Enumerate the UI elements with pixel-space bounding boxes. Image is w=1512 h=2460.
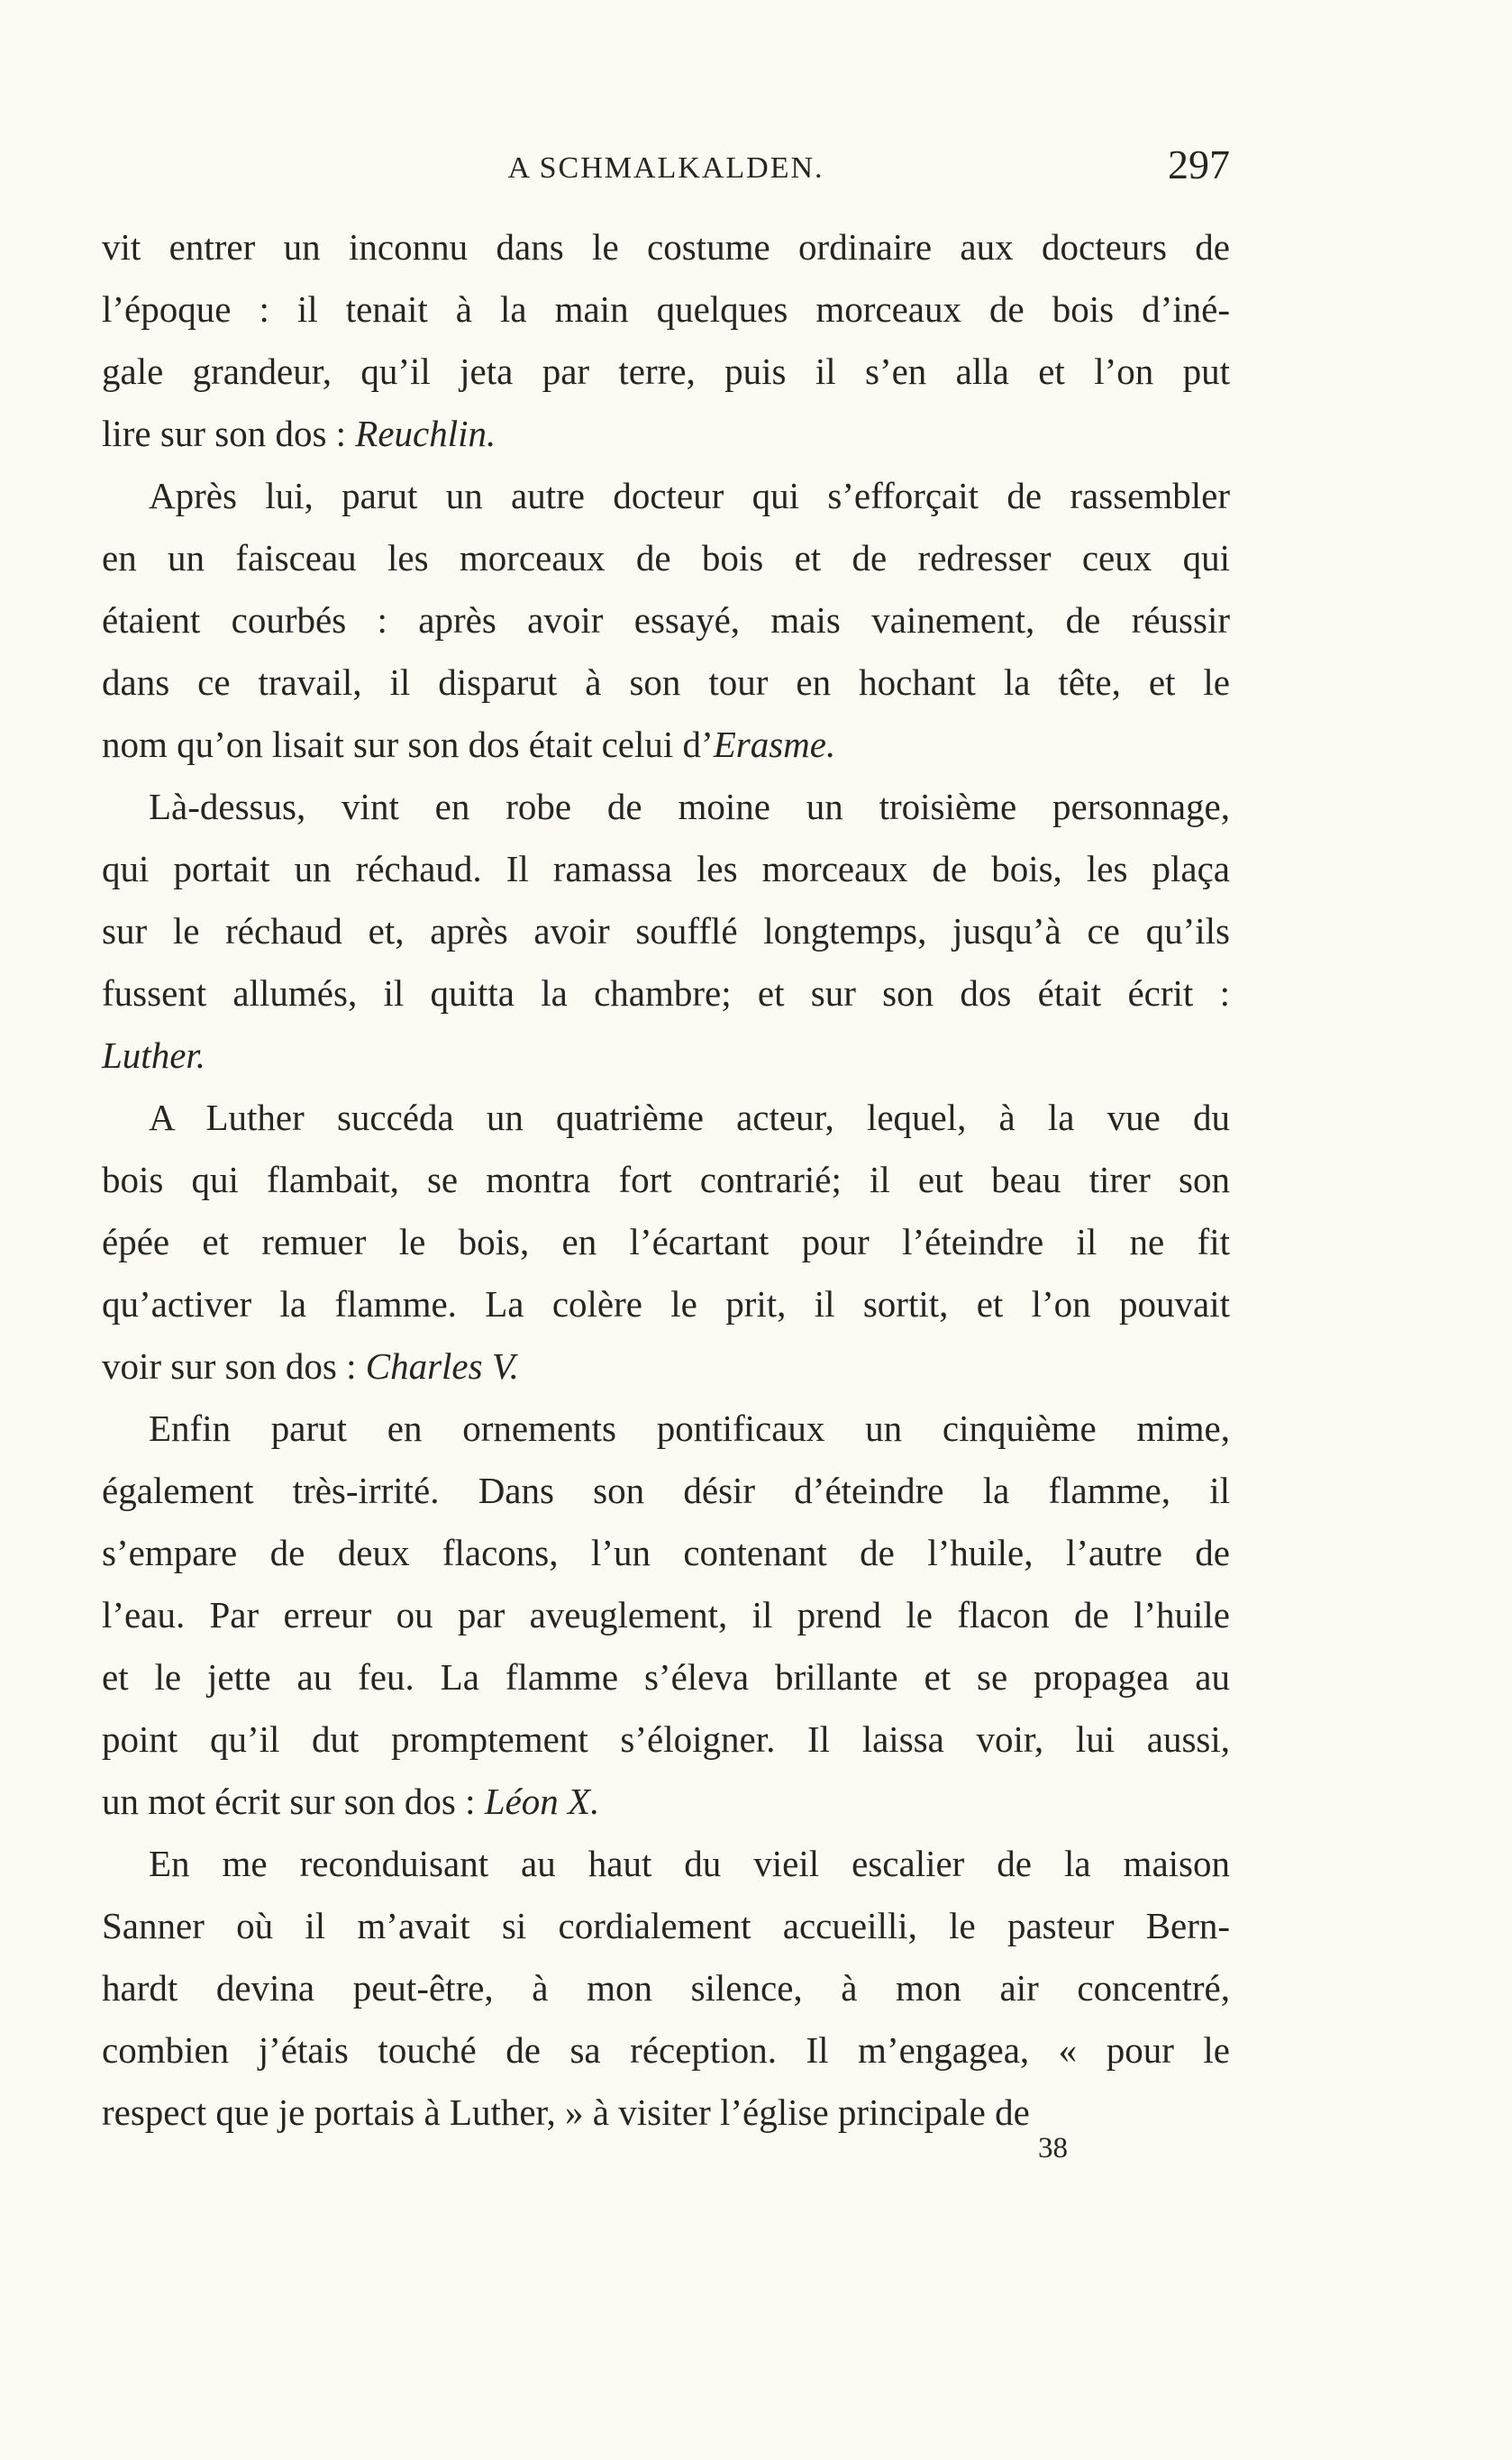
signature-mark: 38 [1038, 2132, 1068, 2164]
italic-name: Reuchlin. [355, 413, 496, 454]
text-line [102, 589, 1230, 651]
line-text: fussent allumés, il quitta la chambre; et sur son dos était écrit : [102, 972, 1230, 1014]
text-line [102, 1833, 1230, 1895]
text-line [102, 1087, 1230, 1149]
text-line [102, 2019, 1230, 2082]
text-line [102, 1584, 1230, 1646]
line-text: A Luther succéda un quatrième acteur, lequel, à la vue du [149, 1097, 1230, 1138]
line-text: qui portait un réchaud. Il ramassa les morceaux de bois, les plaça [102, 848, 1230, 889]
running-title: A SCHMALKALDEN. [507, 151, 824, 185]
text-line [102, 1957, 1230, 2019]
line-text: lire sur son dos : [102, 413, 356, 454]
line-text: s’empare de deux flacons, l’un contenant de l’huile, l’autre de [102, 1532, 1230, 1573]
text-line [102, 651, 1230, 714]
text-line [102, 1895, 1230, 1957]
text-line [102, 1025, 1230, 1087]
text-line [102, 838, 1230, 900]
line-text: Après lui, parut un autre docteur qui s’efforçait de rassembler [149, 475, 1230, 516]
text-line [102, 1335, 1230, 1398]
text-line [102, 216, 1230, 278]
line-text: Sanner où il m’avait si cordialement accueilli, le pasteur Bern- [102, 1905, 1230, 1946]
line-text: vit entrer un inconnu dans le costume ordinaire aux docteurs de [102, 226, 1230, 268]
text-line [102, 962, 1230, 1025]
text-line [102, 465, 1230, 527]
line-text: sur le réchaud et, après avoir soufflé longtemps, jusqu’à ce qu’ils [102, 910, 1230, 952]
text-line [102, 527, 1230, 589]
body-text [102, 216, 1230, 2144]
line-text: point qu’il dut promptement s’éloigner. Il laissa voir, lui aussi, [102, 1718, 1230, 1760]
line-text: gale grandeur, qu’il jeta par terre, puis il s’en alla et l’on put [102, 351, 1230, 392]
text-line [102, 900, 1230, 962]
italic-name: Léon X. [484, 1781, 600, 1822]
line-text: respect que je portais à Luther, » à visiter l’église principale de [102, 2091, 1030, 2133]
line-text: nom qu’on lisait sur son dos était celui d’ [102, 724, 714, 765]
text-line [102, 1771, 1230, 1833]
line-text: qu’activer la flamme. La colère le prit, il sortit, et l’on pouvait [102, 1283, 1230, 1325]
line-text: combien j’étais touché de sa réception. Il m’engagea, « pour le [102, 2029, 1230, 2071]
italic-name: Luther. [102, 1034, 206, 1076]
text-line [102, 403, 1230, 465]
text-line [102, 278, 1230, 341]
line-text: Enfin parut en ornements pontificaux un cinquième mime, [149, 1408, 1230, 1449]
text-line [102, 1460, 1230, 1522]
text-line [102, 776, 1230, 838]
line-text: également très-irrité. Dans son désir d’éteindre la flamme, il [102, 1470, 1230, 1511]
line-text: un mot écrit sur son dos : [102, 1781, 485, 1822]
line-text: En me reconduisant au haut du vieil escalier de la maison [149, 1843, 1230, 1884]
line-text: voir sur son dos : [102, 1345, 366, 1387]
text-line [102, 1708, 1230, 1771]
running-head [102, 141, 1230, 195]
line-text: épée et remuer le bois, en l’écartant pour l’éteindre il ne fit [102, 1221, 1230, 1262]
line-text: étaient courbés : après avoir essayé, mais vainement, de réussir [102, 599, 1230, 641]
line-text: bois qui flambait, se montra fort contrarié; il eut beau tirer son [102, 1159, 1230, 1200]
text-line [102, 1522, 1230, 1584]
text-line [102, 1398, 1230, 1460]
text-line [102, 1646, 1230, 1708]
line-text: hardt devina peut-être, à mon silence, à mon air concentré, [102, 1967, 1230, 2009]
italic-name: Erasme. [713, 724, 836, 765]
text-line [102, 1273, 1230, 1335]
page-number: 297 [1168, 141, 1230, 187]
text-line [102, 714, 1230, 776]
text-line [102, 1211, 1230, 1273]
line-text: et le jette au feu. La flamme s’éleva brillante et se propagea au [102, 1656, 1230, 1698]
italic-name: Charles V. [365, 1345, 519, 1387]
line-text: dans ce travail, il disparut à son tour en hochant la tête, et le [102, 661, 1230, 703]
text-line [102, 341, 1230, 403]
line-text: l’eau. Par erreur ou par aveuglement, il prend le flacon de l’huile [102, 1594, 1230, 1635]
text-line [102, 1149, 1230, 1211]
line-text: Là-dessus, vint en robe de moine un troisième personnage, [149, 786, 1230, 827]
line-text: l’époque : il tenait à la main quelques morceaux de bois d’iné- [102, 288, 1230, 330]
line-text: en un faisceau les morceaux de bois et de redresser ceux qui [102, 537, 1230, 579]
